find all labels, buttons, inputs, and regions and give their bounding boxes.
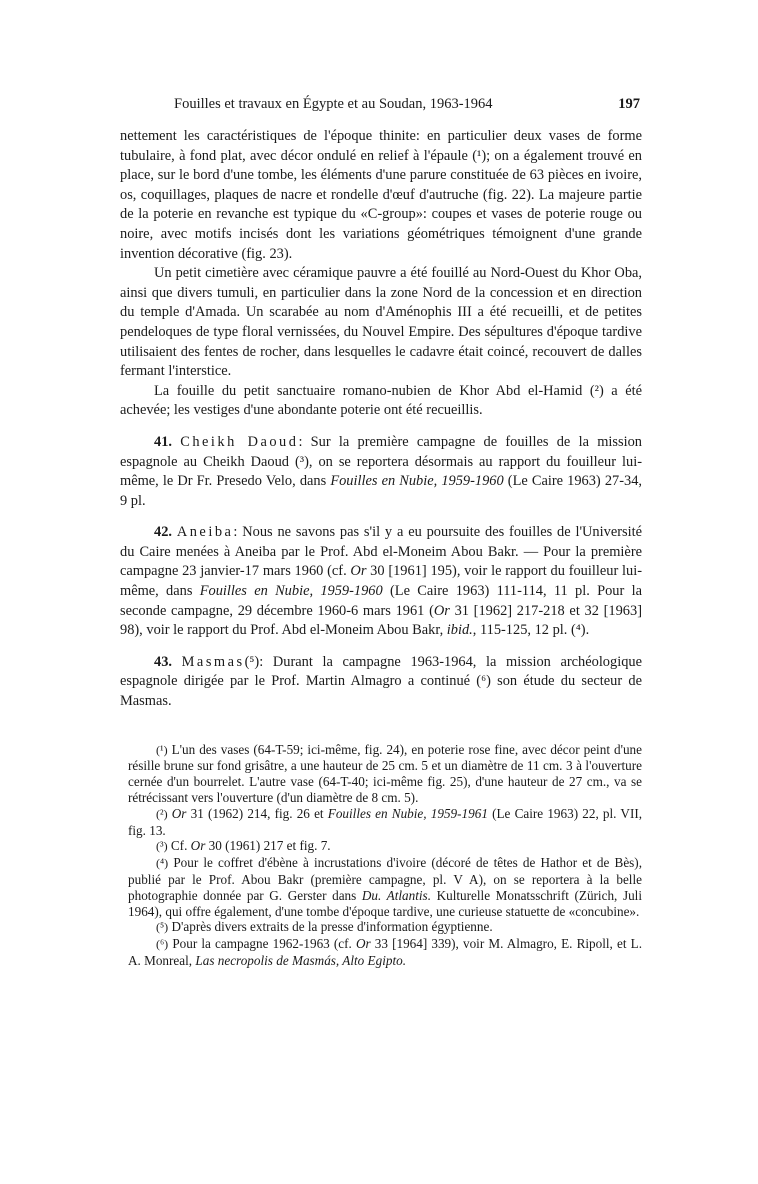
footnote-marker: (³) xyxy=(156,839,168,854)
section-42-aneiba: 42. Aneiba: Nous ne savons pas s'il y a eu poursuite des fouilles de l'Université du Caire menées à Aneiba par le Prof. Abd el-Moneim Abou Bakr. — Pour la première campagne 23 janvier-17 mars 1960 (cf. Or 30 [1961] 195), voir le rapport du fouilleur lui-même, dans Fouilles en Nubie, 1959-1960 (Le Caire 1963) 111-114, 11 pl. Pour la seconde campagne, 29 décembre 1960-6 mars 1961 (Or 31 [1962] 217-218 et 32 [1963] 98), voir le rapport du Prof. Abd el-Moneim Abou Bakr, ibid., 115-125, 12 pl. (⁴). xyxy=(120,524,642,639)
paragraph-khor-abd-el-hamid: La fouille du petit sanctuaire romano-nubien de Khor Abd el-Hamid (²) a été achevée; les vestiges d'une abondante poterie ont été recueillis. xyxy=(120,382,642,419)
section-number: 41. xyxy=(154,433,172,450)
section-43-masmas: 43. Masmas(⁵): Durant la campagne 1963-1964, la mission archéologique espagnole dirigée par le Prof. Martin Almagro a continué (⁶) son étude du secteur de Masmas. xyxy=(120,653,642,710)
footnote-4: (⁴) Pour le coffret d'ébène à incrustations d'ivoire (décoré de têtes de Hathor et de Bès), publié par le Prof. Abou Bakr (première campagne, pl. V A), on se reportera à la belle photographie donnée par G. Gerster dans Du. Atlantis. Kulturelle Monatsschrift (Zürich, Juli 1964), qui offre également, d'une tombe d'époque tardive, une curieuse statuette de «concubine». xyxy=(128,855,642,919)
journal-page xyxy=(120,96,642,969)
footnote-marker: (⁴) xyxy=(156,856,169,871)
section-number: 43. xyxy=(154,653,172,670)
footnote-6: (⁶) Pour la campagne 1962-1963 (cf. Or 33 [1964] 339), voir M. Almagro, E. Ripoll, et L. A. Monreal, Las necropolis de Masmás, Alto Egipto. xyxy=(128,936,642,968)
running-head xyxy=(120,96,642,118)
publication-title: Fouilles en Nubie, 1959-1960 xyxy=(330,473,504,490)
footnote-3: (³) Cf. Or 30 (1961) 217 et fig. 7. xyxy=(156,838,331,854)
section-site-name: Masmas xyxy=(181,653,245,670)
footnote-1: (¹) L'un des vases (64-T-59; ici-même, fig. 24), en poterie rose fine, avec décor peint d'une résille brune sur fond grisâtre, a une hauteur de 25 cm. 5 et un diamètre de 11 cm. 3 à l'ouverture cernée d'un bourrelet. L'autre vase (64-T-40; ici-même fig. 25), d'une hauteur de 27 cm., va se rétrécissant vers l'ouverture (d'un diamètre de 8 cm. 5). xyxy=(128,741,642,806)
footnote-5: (⁵) D'après divers extraits de la presse d'information égyptienne. xyxy=(156,919,493,935)
footnotes xyxy=(120,742,642,969)
footnote-marker: (⁵) xyxy=(156,920,169,935)
footnote-marker: (⁶) xyxy=(156,937,169,952)
paragraph-khor-oba-cemetery: Un petit cimetière avec céramique pauvre a été fouillé au Nord-Ouest du Khor Oba, ainsi que divers tumuli, en particulier dans la zone Nord de la concession et en direction du temple d'Amada. Un scarabée au nom d'Aménophis III a été recueilli, et de petites pendeloques de type floral vernissées, du Nouvel Empire. Des sépultures d'époque tardive utilisaient des fentes de rocher, dans lesquelles le cadavre était coincé, recouvert de dalles fermant l'interstice. xyxy=(120,265,642,380)
section-site-name: Aneiba xyxy=(176,524,234,541)
footnote-2: (²) Or 31 (1962) 214, fig. 26 et Fouilles en Nubie, 1959-1961 (Le Caire 1963) 22, pl. VII, fig. 13. xyxy=(128,805,643,838)
section-site-name: Cheikh Daoud xyxy=(180,433,299,450)
publication-title: Fouilles en Nubie, 1959-1960 xyxy=(199,583,383,600)
page-number: 197 xyxy=(618,96,640,112)
section-number: 42. xyxy=(154,524,172,541)
running-head-title: Fouilles et travaux en Égypte et au Soudan, 1963-1964 xyxy=(174,96,493,112)
paragraph-thinite-finds: nettement les caractéristiques de l'époque thinite: en particulier deux vases de forme tubulaire, à fond plat, avec décor ondulé en relief à l'épaule (¹); on a également trouvé en place, sur le bord d'une tombe, les éléments d'une parure constituée de 63 pièces en ivoire, os, coquillages, plaques de nacre et rondelle d'œuf d'autruche (fig. 22). La majeure partie de la poterie en revanche est typique du «C-group»: coupes et vases de poterie rouge ou noire, avec motifs incisés dont les variations géométriques témoignent d'une grande invention décorative (fig. 23). xyxy=(120,128,642,262)
footnote-marker: (¹) xyxy=(156,742,168,757)
footnote-marker: (²) xyxy=(156,806,168,821)
section-41-cheikh-daoud: 41. Cheikh Daoud: Sur la première campagne de fouilles de la mission espagnole au Cheikh Daoud (³), on se reportera désormais au rapport du fouilleur lui-même, le Dr Fr. Presedo Velo, dans Fouilles en Nubie, 1959-1960 (Le Caire 1963) 27-34, 9 pl. xyxy=(120,433,642,509)
main-text xyxy=(120,127,642,712)
footnote-reference: (⁵) xyxy=(244,653,260,670)
